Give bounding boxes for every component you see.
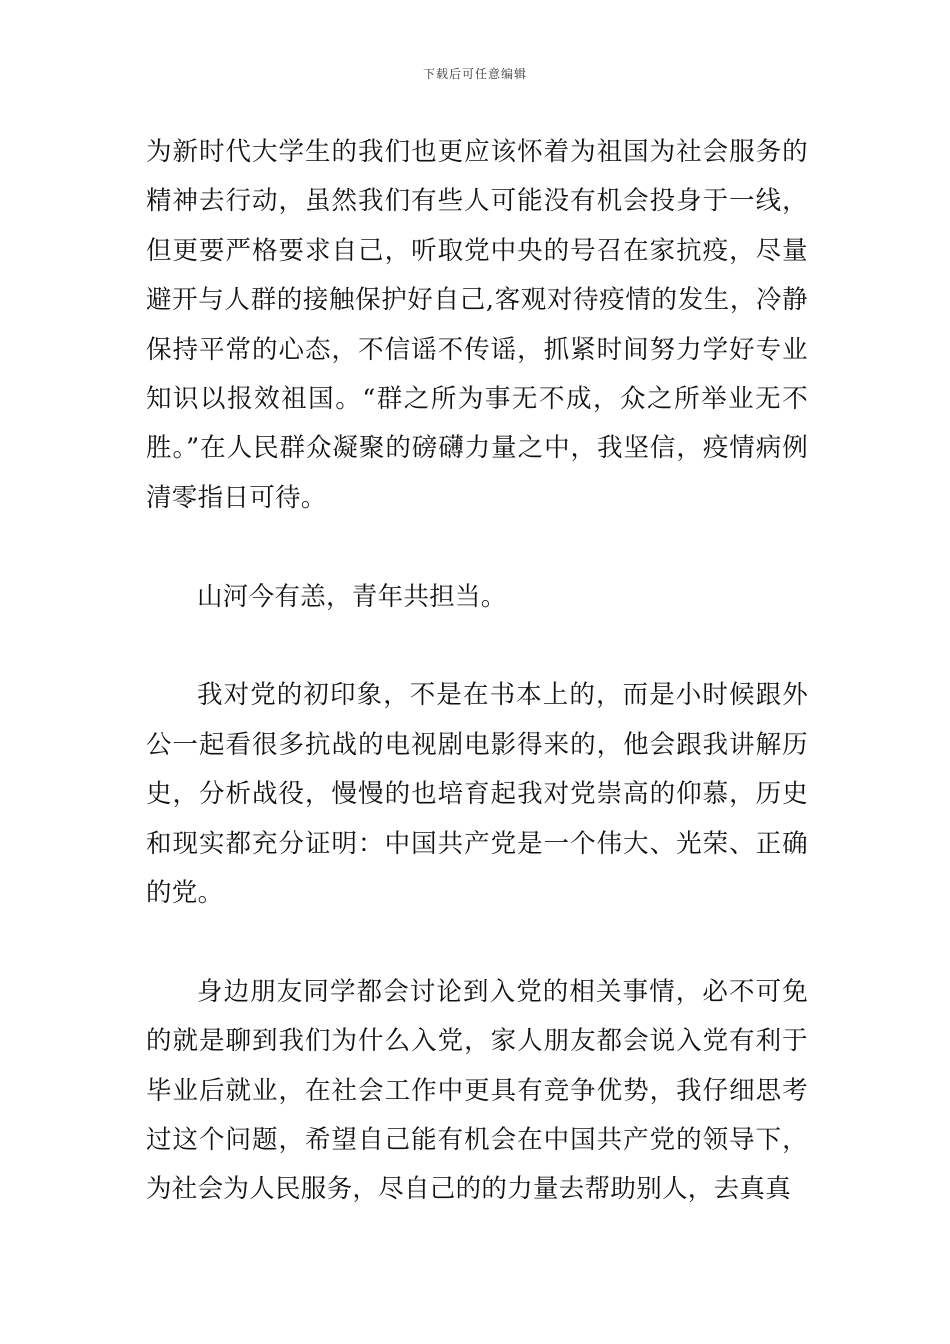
paragraph-2: 山河今有恙，青年共担当。	[197, 581, 507, 612]
paragraph-gap	[146, 918, 808, 967]
paragraph-3: 我对党的初印象，不是在书本上的，而是小时候跟外公一起看很多抗战的电视剧电影得来的，他会跟我讲解历史，分析战役，慢慢的也培育起我对党崇高的仰慕，历史和现实都充分证明：中国共产党是一个伟大、光荣、正确的党。	[146, 680, 808, 909]
paragraph-1: 为新时代大学生的我们也更应该怀着为祖国为社会服务的精神去行动，虽然我们有些人可能没有机会投身于一线，但更要严格要求自己，听取党中央的号召在家抗疫，尽量避开与人群的接触保护好自己,客观对待疫情的发生，冷静保持平常的心态，不信谣不传谣，抓紧时间努力学好专业知识以报效祖国。“群之所为事无不成，众之所举业无不胜。”在人民群众凝聚的磅礴力量之中，我坚信，疫情病例清零指日可待。	[146, 137, 808, 513]
paragraph-gap	[146, 523, 808, 572]
document-body	[146, 128, 808, 1215]
paragraph-gap	[146, 622, 808, 671]
paragraph-4: 身边朋友同学都会讨论到入党的相关事情，必不可免的就是聊到我们为什么入党，家人朋友都会说入党有利于毕业后就业，在社会工作中更具有竞争优势，我仔细思考过这个问题，希望自己能有机会在中国共产党的领导下，为社会为人民服务，尽自己的的力量去帮助别人，去真真	[146, 976, 808, 1205]
header-note: 下载后可任意编辑	[422, 67, 527, 81]
